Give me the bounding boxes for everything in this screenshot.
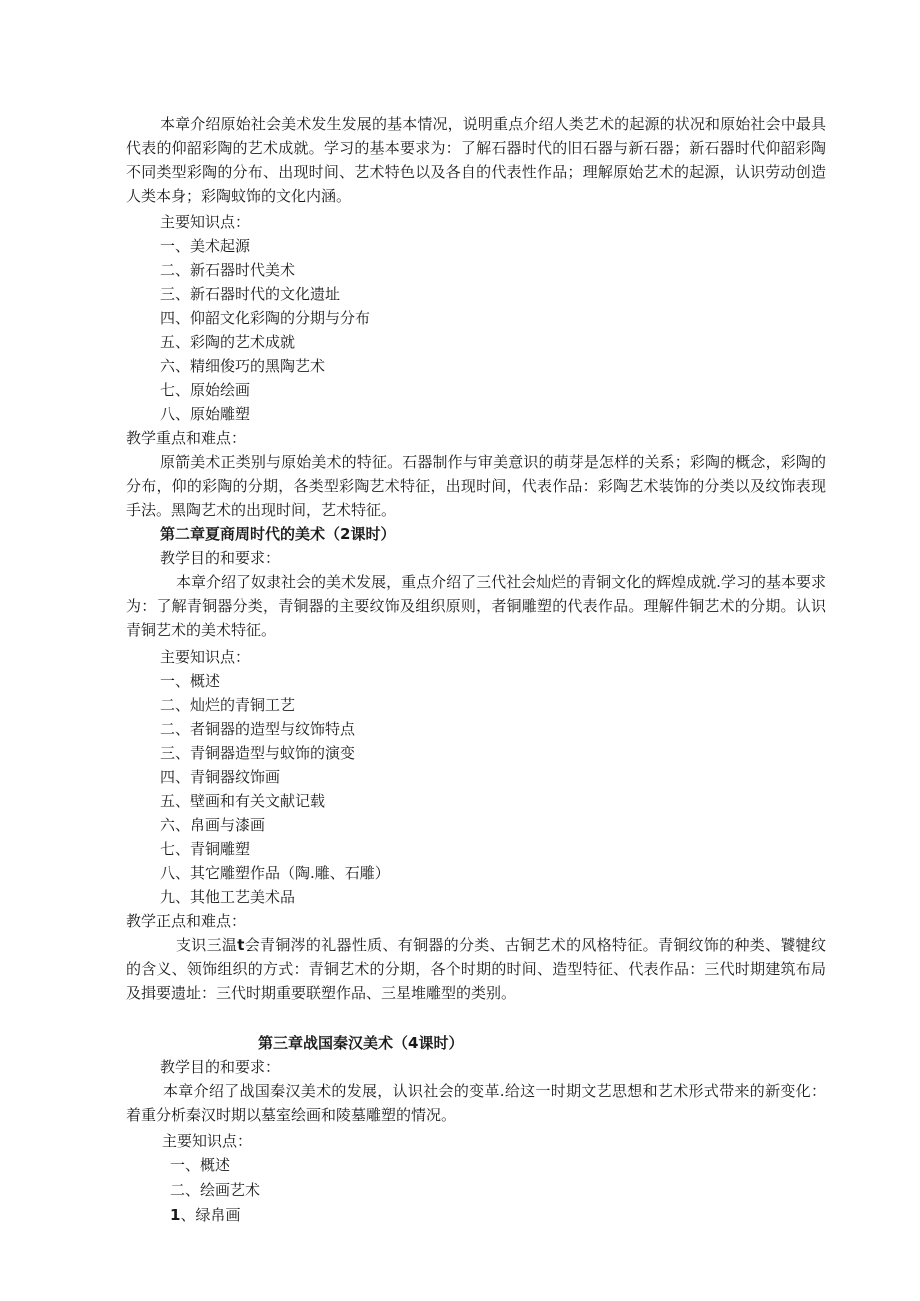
ch2-point-10: 九、其他工艺美术品 — [160, 888, 296, 906]
ch3-point-1: 一、概述 — [170, 1156, 231, 1174]
ch1-point-2: 二、新石器时代美术 — [160, 261, 296, 279]
ch2-intro-paragraph: 本章介绍了奴隶社会的美术发展，重点介绍了三代社会灿烂的青铜文化的辉煌成就.学习的基本要求为：了解青铜器分类，青铜器的主要纹饰及组织原则，者铜雕塑的代表作品。理解件铜艺术的分期。认识青铜艺术的美术特征。 — [126, 573, 826, 639]
ch1-focus-paragraph: 原箭美术正类别与原始美术的特征。石器制作与审美意识的萌芽是怎样的关系；彩陶的概念，彩陶的分布，仰的彩陶的分期，各类型彩陶艺术特征，出现时间，代表作品：彩陶艺术装饰的分类以及纹饰表现手法。黑陶艺术的出现时间，艺术特征。 — [126, 453, 826, 519]
ch1-point-3: 三、新石器时代的文化遗址 — [160, 285, 341, 303]
ch1-point-6: 六、精细俊巧的黑陶艺术 — [160, 357, 326, 375]
ch1-point-5: 五、彩陶的艺术成就 — [160, 333, 296, 351]
ch3-point-2: 二、绘画艺术 — [170, 1181, 261, 1199]
ch3-subpoint-text: 、绿帛画 — [180, 1206, 241, 1224]
ch2-point-5: 四、青铜器纹饰画 — [160, 768, 281, 786]
ch1-point-8: 八、原始雕塑 — [160, 405, 251, 423]
ch2-knowledge-label: 主要知识点： — [160, 648, 251, 666]
ch1-point-1: 一、美术起源 — [160, 237, 251, 255]
ch2-point-2: 二、灿烂的青铜工艺 — [160, 696, 296, 714]
ch2-point-7: 六、帛画与漆画 — [160, 816, 266, 834]
ch1-knowledge-label: 主要知识点： — [160, 213, 251, 231]
ch2-point-9: 八、其它雕塑作品（陶.雕、石雕） — [160, 864, 390, 882]
ch2-point-3: 二、者铜器的造型与纹饰特点 — [160, 720, 356, 738]
ch3-heading: 第三章战国秦汉美术（4课时） — [258, 1034, 464, 1052]
ch2-point-1: 一、概述 — [160, 672, 221, 690]
ch2-heading: 第二章夏商周时代的美术（2课时） — [160, 525, 396, 543]
ch3-subpoint-number: 1 — [170, 1206, 181, 1224]
ch3-goal-label: 教学目的和要求： — [160, 1058, 281, 1076]
ch2-focus-text-b: t — [237, 936, 245, 954]
ch1-point-4: 四、仰韶文化彩陶的分期与分布 — [160, 309, 371, 327]
ch3-subpoint-1 — [170, 1203, 240, 1227]
ch2-focus-paragraph — [126, 933, 826, 1005]
ch2-point-8: 七、青铜雕塑 — [160, 840, 251, 858]
ch3-knowledge-label: 主要知识点： — [162, 1132, 253, 1150]
ch1-focus-label: 教学重点和难点： — [126, 429, 247, 447]
ch2-focus-text-a: 支识三温 — [176, 936, 238, 954]
ch2-point-4: 三、青铜器造型与蚊饰的演变 — [160, 744, 356, 762]
ch2-goal-label: 教学目的和要求： — [160, 549, 281, 567]
ch2-point-6: 五、壁画和有关文献记载 — [160, 792, 326, 810]
ch1-intro-paragraph: 本章介绍原始社会美术发生发展的基本情况，说明重点介绍人类艺术的起源的状况和原始社会中最具代表的仰韶彩陶的艺术成就。学习的基本要求为：了解石器时代的旧石器与新石器；新石器时代仰韶彩陶不同类型彩陶的分布、出现时间、艺术特色以及各自的代表性作品；理解原始艺术的起源，认识劳动创造人类本身；彩陶蚊饰的文化内涵。 — [126, 115, 826, 205]
ch2-focus-label: 教学正点和难点： — [126, 912, 247, 930]
ch2-focus-text-c: 会青铜涔的礼器性质、有铜器的分类、古铜艺术的风格特征。青铜纹饰的种类、饕犍纹的含义、领饰组织的方式：青铜艺术的分期，各个时期的时间、造型特征、代表作品：三代时期建筑布局及揖要遗址：三代时期重要联塑作品、三星堆雕型的类别。 — [126, 936, 826, 1002]
ch1-point-7: 七、原始绘画 — [160, 381, 251, 399]
ch3-intro-paragraph: 本章介绍了战国秦汉美术的发展，认识社会的变革.给这一时期文艺思想和艺术形式带来的新变化：着重分析秦汉时期以墓室绘画和陵墓雕塑的情况。 — [126, 1082, 826, 1124]
